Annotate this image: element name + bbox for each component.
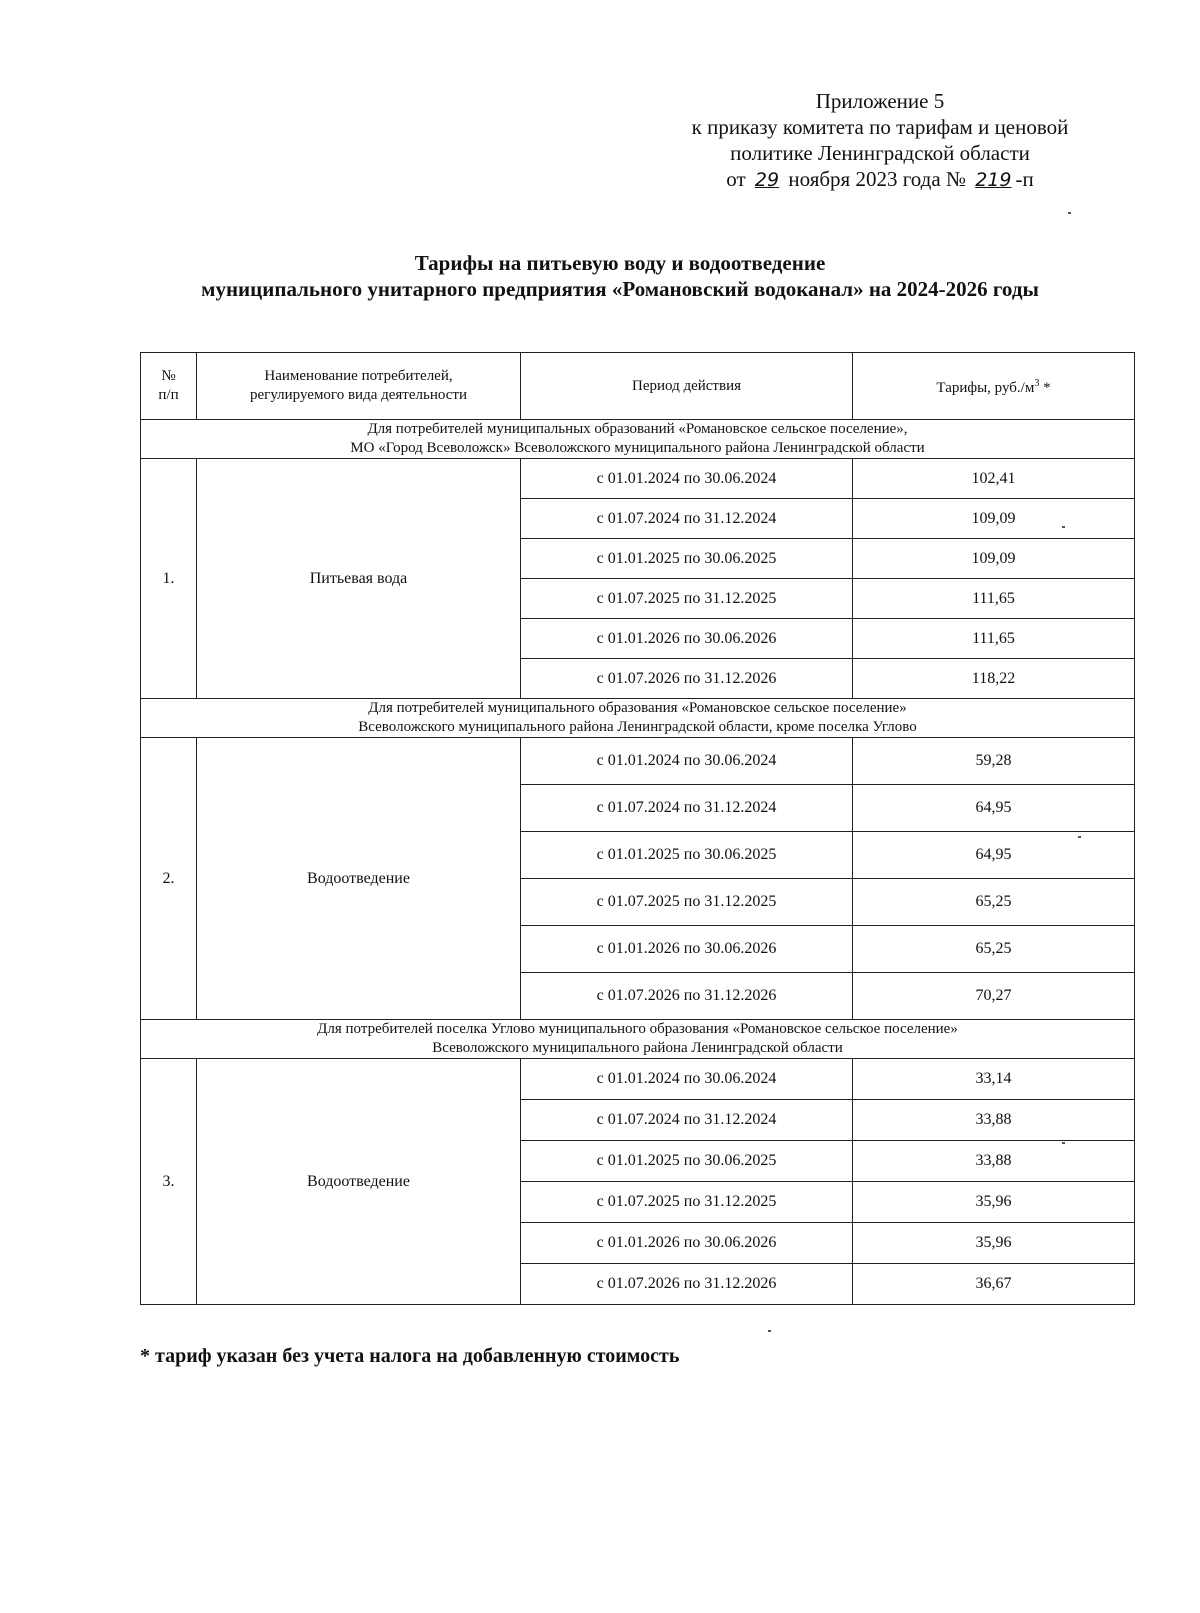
period-cell: с 01.01.2025 по 30.06.2025 xyxy=(521,1141,853,1182)
header-name-line-1: Наименование потребителей, xyxy=(264,368,453,384)
period-cell: с 01.01.2025 по 30.06.2025 xyxy=(521,832,853,879)
document-title xyxy=(0,250,1200,302)
row-number: 3. xyxy=(141,1059,197,1305)
section-caption-line-2: МО «Город Всеволожск» Всеволожского муниципального района Ленинградской области xyxy=(350,440,925,456)
section-row xyxy=(141,1020,1135,1059)
scan-speck xyxy=(1068,212,1071,214)
header-name xyxy=(197,353,521,420)
header-period: Период действия xyxy=(521,353,853,420)
activity-name: Питьевая вода xyxy=(197,459,521,699)
tariff-value: 118,22 xyxy=(853,659,1135,699)
period-cell: с 01.01.2024 по 30.06.2024 xyxy=(521,738,853,785)
tariff-value: 109,09 xyxy=(853,539,1135,579)
header-tariff-label: Тарифы, руб./м xyxy=(936,380,1035,396)
period-cell: с 01.01.2024 по 30.06.2024 xyxy=(521,459,853,499)
tariff-value: 35,96 xyxy=(853,1223,1135,1264)
tariff-value: 33,14 xyxy=(853,1059,1135,1100)
period-cell: с 01.01.2026 по 30.06.2026 xyxy=(521,619,853,659)
tariff-value: 65,25 xyxy=(853,926,1135,973)
section-row xyxy=(141,420,1135,459)
tariff-value: 102,41 xyxy=(853,459,1135,499)
tariff-value: 64,95 xyxy=(853,832,1135,879)
scan-speck xyxy=(1062,1142,1065,1144)
tariff-table xyxy=(140,352,1135,1305)
tariff-value: 59,28 xyxy=(853,738,1135,785)
scan-speck xyxy=(1078,836,1081,838)
period-cell: с 01.07.2026 по 31.12.2026 xyxy=(521,1264,853,1305)
title-line-1: Тарифы на питьевую воду и водоотведение xyxy=(414,251,826,275)
period-cell: с 01.01.2026 по 30.06.2026 xyxy=(521,926,853,973)
row-number: 1. xyxy=(141,459,197,699)
scan-speck xyxy=(768,1330,771,1332)
section-caption-line-1: Для потребителей поселка Углово муниципального образования «Романовское сельское поселение» xyxy=(317,1021,958,1037)
footnote: * тариф указан без учета налога на добавленную стоимость xyxy=(140,1345,680,1367)
tariff-value: 33,88 xyxy=(853,1141,1135,1182)
tariff-value: 65,25 xyxy=(853,879,1135,926)
section-caption xyxy=(141,1020,1135,1059)
row-number: 2. xyxy=(141,738,197,1020)
tariff-value: 35,96 xyxy=(853,1182,1135,1223)
tariff-value: 70,27 xyxy=(853,973,1135,1020)
section-caption xyxy=(141,420,1135,459)
appendix-title: Приложение 5 xyxy=(815,89,945,113)
header-tariff-asterisk: * xyxy=(1043,380,1051,396)
period-cell: с 01.07.2024 по 31.12.2024 xyxy=(521,1100,853,1141)
tariff-value: 64,95 xyxy=(853,785,1135,832)
section-caption xyxy=(141,699,1135,738)
table-row xyxy=(141,738,1135,785)
date-text: ноября 2023 года № xyxy=(788,167,966,191)
header-tariff xyxy=(853,353,1135,420)
tariff-value: 33,88 xyxy=(853,1100,1135,1141)
table-row xyxy=(141,459,1135,499)
tariff-value: 109,09 xyxy=(853,499,1135,539)
period-cell: с 01.07.2024 по 31.12.2024 xyxy=(521,785,853,832)
section-row xyxy=(141,699,1135,738)
section-caption-line-1: Для потребителей муниципального образования «Романовское сельское поселение» xyxy=(368,700,907,716)
period-cell: с 01.01.2025 по 30.06.2025 xyxy=(521,539,853,579)
header-number xyxy=(141,353,197,420)
scan-speck xyxy=(1062,526,1065,528)
period-cell: с 01.07.2025 по 31.12.2025 xyxy=(521,879,853,926)
date-prefix: от xyxy=(726,167,746,191)
period-cell: с 01.07.2025 по 31.12.2025 xyxy=(521,579,853,619)
appendix-date-line xyxy=(640,166,1120,193)
period-cell: с 01.07.2025 по 31.12.2025 xyxy=(521,1182,853,1223)
handwritten-day: 29 xyxy=(754,169,780,191)
header-number-symbol: № xyxy=(161,368,176,384)
title-line-2: муниципального унитарного предприятия «Романовский водоканал» на 2024-2026 годы xyxy=(201,277,1039,301)
activity-name: Водоотведение xyxy=(197,738,521,1020)
header-name-line-2: регулируемого вида деятельности xyxy=(250,387,467,403)
section-caption-line-2: Всеволожского муниципального района Ленинградской области xyxy=(432,1040,843,1056)
order-suffix: -п xyxy=(1015,167,1034,191)
header-tariff-superscript: 3 xyxy=(1034,378,1040,389)
appendix-authority: политике Ленинградской области xyxy=(730,141,1030,165)
tariff-value: 111,65 xyxy=(853,619,1135,659)
handwritten-order-number: 219 xyxy=(975,169,1012,191)
tariff-value: 111,65 xyxy=(853,579,1135,619)
section-caption-line-2: Всеволожского муниципального района Ленинградской области, кроме поселка Углово xyxy=(358,719,917,735)
period-cell: с 01.07.2026 по 31.12.2026 xyxy=(521,659,853,699)
period-cell: с 01.07.2024 по 31.12.2024 xyxy=(521,499,853,539)
period-cell: с 01.07.2026 по 31.12.2026 xyxy=(521,973,853,1020)
header-number-label: п/п xyxy=(158,387,179,403)
activity-name: Водоотведение xyxy=(197,1059,521,1305)
period-cell: с 01.01.2026 по 30.06.2026 xyxy=(521,1223,853,1264)
table-header-row xyxy=(141,353,1135,420)
period-cell: с 01.01.2024 по 30.06.2024 xyxy=(521,1059,853,1100)
appendix-order-ref: к приказу комитета по тарифам и ценовой xyxy=(691,115,1069,139)
appendix-header xyxy=(640,88,1120,193)
tariff-value: 36,67 xyxy=(853,1264,1135,1305)
table-row xyxy=(141,1059,1135,1100)
section-caption-line-1: Для потребителей муниципальных образований «Романовское сельское поселение», xyxy=(367,421,908,437)
